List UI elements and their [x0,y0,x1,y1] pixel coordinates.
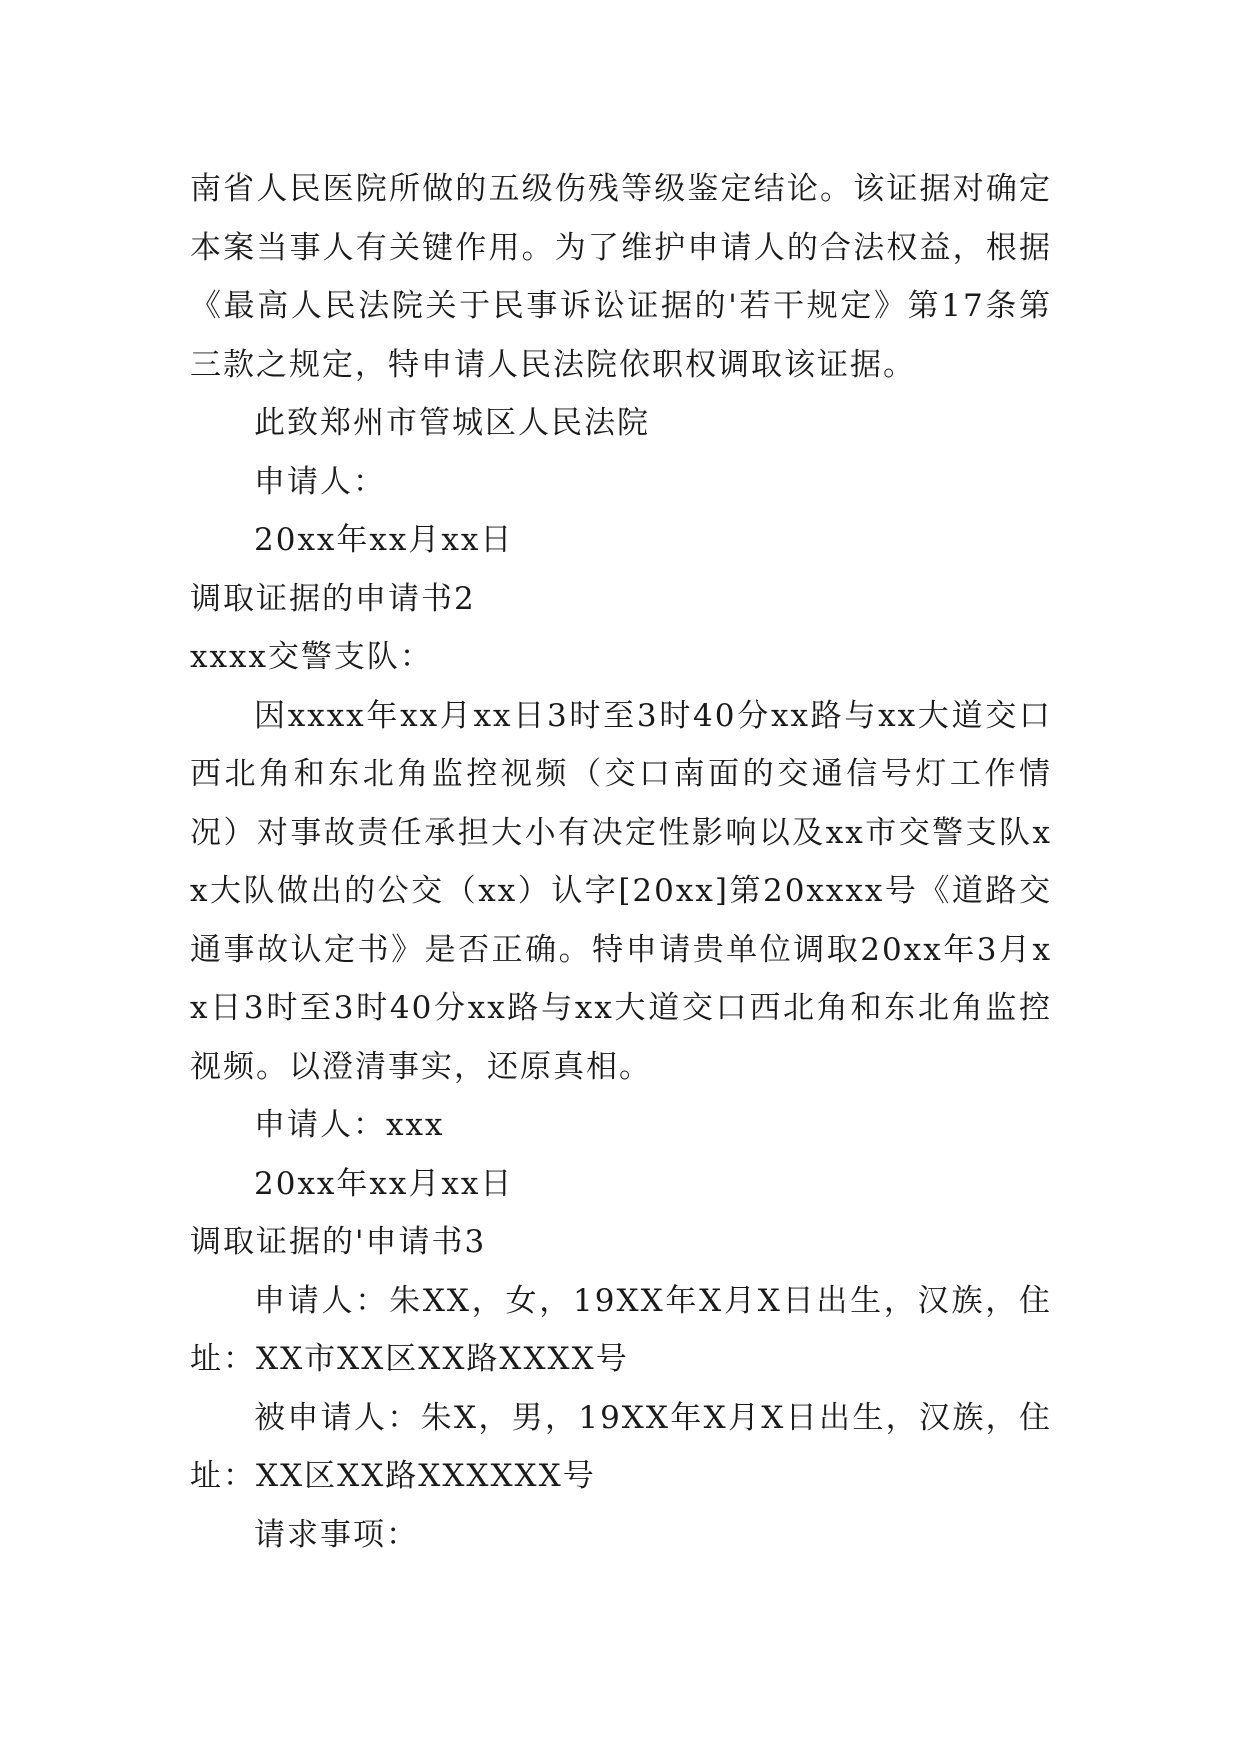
paragraph-applicant-signature-2: 申请人：xxx [254,1107,445,1143]
paragraph-date-2: 20xx年xx月xx日 [254,1165,514,1202]
paragraph-applicant-info: 申请人：朱XX，女，19XX年X月X日出生，汉族，住址：XX市XX区XX路XXXX号 [190,1282,1052,1377]
paragraph-respondent-info: 被申请人：朱X，男，19XX年X月X日出生，汉族，住址：XX区XX路XXXXXX号 [190,1399,1052,1494]
document-body [190,160,1052,1564]
paragraph-addressee-police: xxxx交警支队： [190,639,433,675]
paragraph-request-body: 因xxxx年xx月xx日3时至3时40分xx路与xx大道交口西北角和东北角监控视频（交口南面的交通信号灯工作情况）对事故责任承担大小有决定性影响以及xx市交警支队xx大队做出的公交（xx）认字[20xx]第20xxxx号《道路交通事故认定书》是否正确。特申请贵单位调取20xx年3月xx日3时至3时40分xx路与xx大道交口西北角和东北角监控视频。以澄清事实，还原真相。 [190,697,1052,1085]
paragraph-date: 20xx年xx月xx日 [254,522,514,558]
paragraph-applicant-signature: 申请人： [254,463,386,500]
section-title-2: 调取证据的申请书2 [190,580,476,617]
paragraph-addressee-court: 此致郑州市管城区人民法院 [254,405,650,441]
paragraph-request-items: 请求事项： [254,1516,419,1553]
paragraph-evidence-reason: 南省人民医院所做的五级伤残等级鉴定结论。该证据对确定本案当事人有关键作用。为了维护申请人的合法权益，根据《最高人民法院关于民事诉讼证据的'若干规定》第17条第三款之规定，特申请人民法院依职权调取该证据。 [190,171,1052,383]
section-title-3: 调取证据的'申请书3 [190,1224,487,1260]
